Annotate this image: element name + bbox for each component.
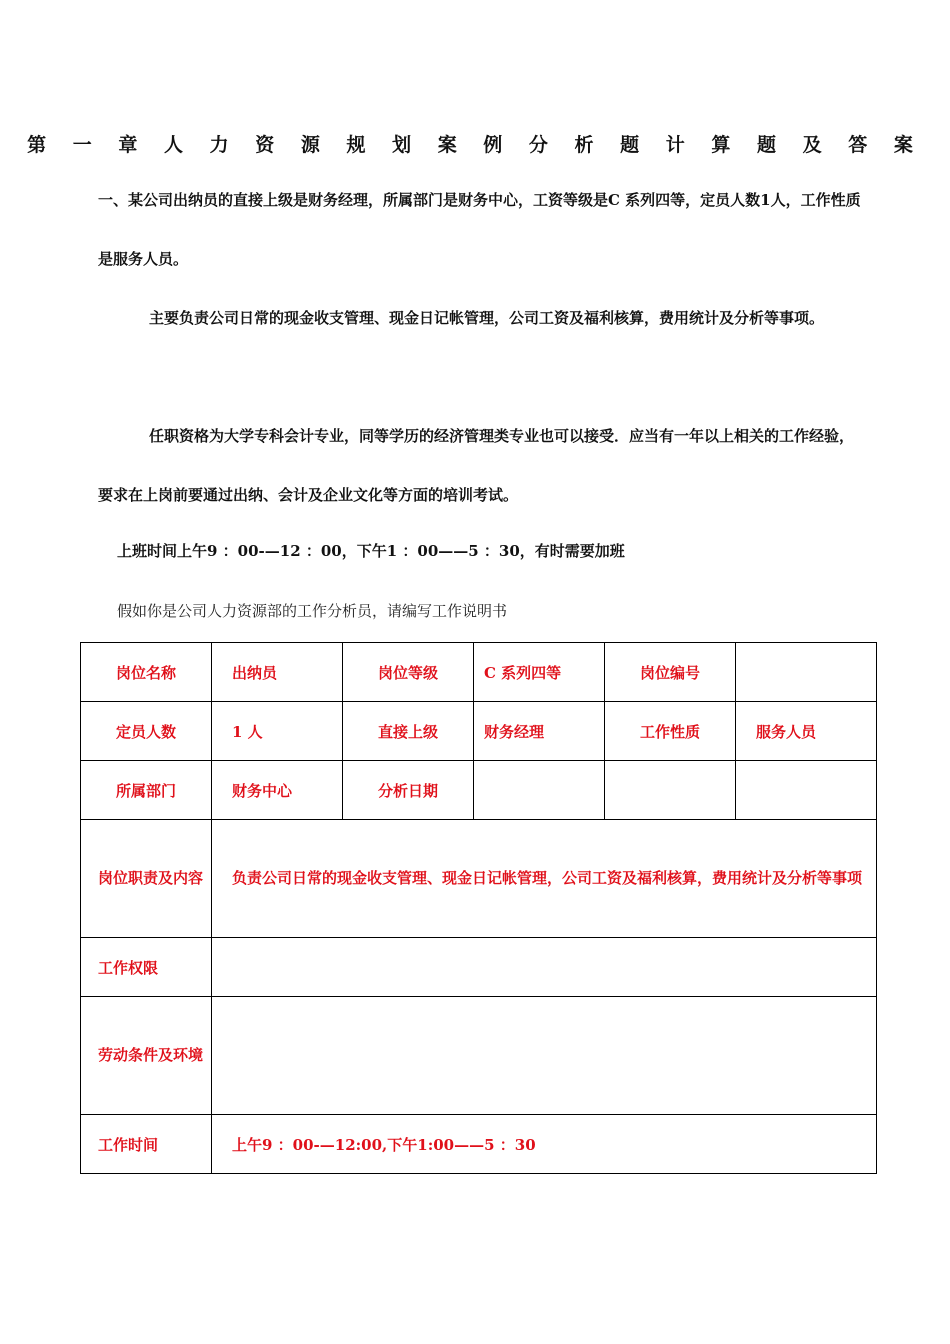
table-row [81, 820, 877, 938]
value-position-grade: C 系列四等 [474, 643, 605, 702]
intro-paragraph-2: 主要负责公司日常的现金收支管理、现金日记帐管理，公司工资及福利核算，费用统计及分析等事项。 [149, 309, 825, 327]
value-duties: 负责公司日常的现金收支管理、现金日记帐管理，公司工资及福利核算，费用统计及分析等事项 [212, 820, 877, 938]
label-position-grade: 岗位等级 [343, 643, 474, 702]
label-department: 所属部门 [81, 761, 212, 820]
job-description-table [80, 642, 877, 1174]
value-conditions [212, 997, 877, 1115]
empty-cell [736, 761, 877, 820]
value-position-code [736, 643, 877, 702]
label-duties: 岗位职责及内容 [81, 820, 212, 938]
label-position-code: 岗位编号 [605, 643, 736, 702]
label-direct-superior: 直接上级 [343, 702, 474, 761]
empty-cell [605, 761, 736, 820]
table-row [81, 702, 877, 761]
intro-task: 假如你是公司人力资源部的工作分析员，请编写工作说明书 [117, 602, 508, 620]
table-row [81, 643, 877, 702]
value-work-nature: 服务人员 [736, 702, 877, 761]
label-analysis-date: 分析日期 [343, 761, 474, 820]
page-title: 第 一 章 人 力 资 源 规 划 案 例 分 析 题 计 算 题 及 答 案 [27, 134, 923, 156]
table-row [81, 1115, 877, 1174]
label-position-name: 岗位名称 [81, 643, 212, 702]
intro-paragraph-1: 一、某公司出纳员的直接上级是财务经理，所属部门是财务中心，工资等级是C 系列四等，定员人数1人，工作性质是服务人员。 [98, 191, 861, 268]
label-headcount: 定员人数 [81, 702, 212, 761]
value-authority [212, 938, 877, 997]
label-authority: 工作权限 [81, 938, 212, 997]
value-analysis-date [474, 761, 605, 820]
table-row [81, 938, 877, 997]
value-headcount: 1 人 [212, 702, 343, 761]
label-work-hours: 工作时间 [81, 1115, 212, 1174]
intro-work-hours: 上班时间上午9 ：00-—12 ：00，下午1 ：00——5 ：30，有时需要加班 [117, 542, 625, 560]
table-row [81, 997, 877, 1115]
label-conditions: 劳动条件及环境 [81, 997, 212, 1115]
label-work-nature: 工作性质 [605, 702, 736, 761]
value-department: 财务中心 [212, 761, 343, 820]
table-row [81, 761, 877, 820]
value-position-name: 出纳员 [212, 643, 343, 702]
value-direct-superior: 财务经理 [474, 702, 605, 761]
value-work-hours: 上午9 ：00-—12:00,下午1:00——5 ：30 [212, 1115, 877, 1174]
intro-paragraph-3: 任职资格为大学专科会计专业，同等学历的经济管理类专业也可以接受．应当有一年以上相关的工作经验，要求在上岗前要通过出纳、会计及企业文化等方面的培训考试。 [98, 427, 855, 504]
